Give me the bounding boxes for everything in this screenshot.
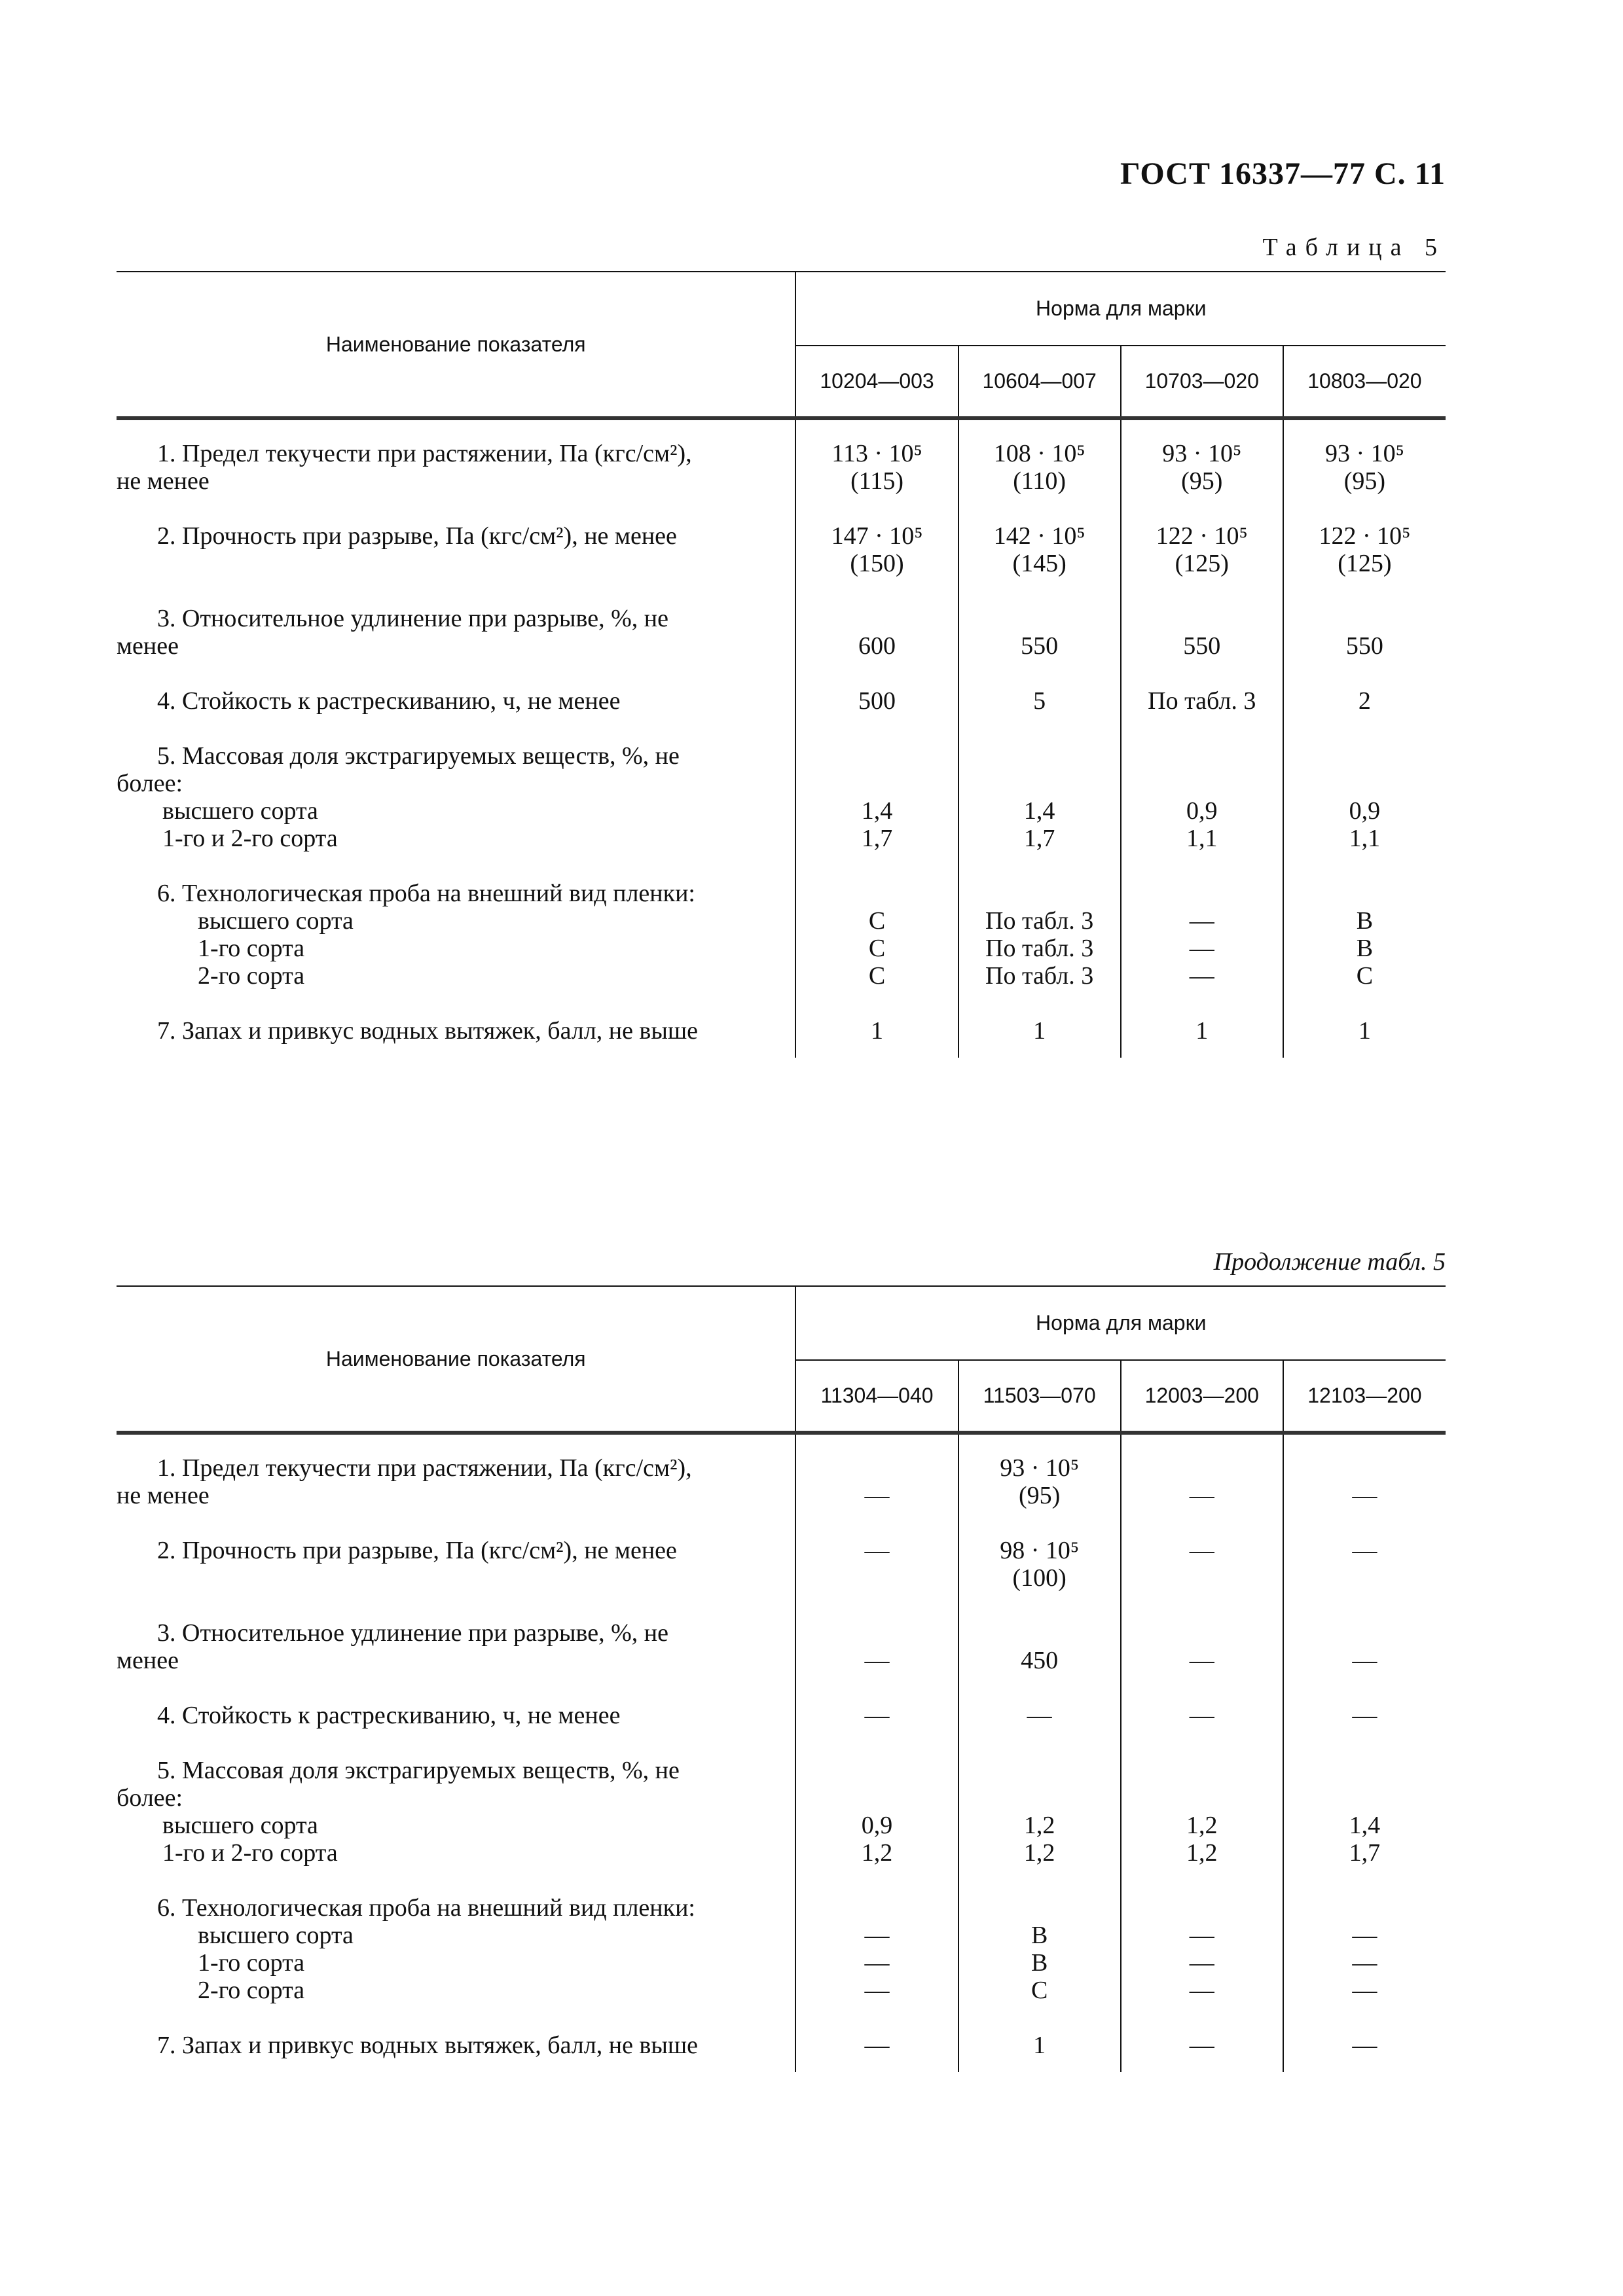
row-label: 4. Стойкость к растрескиванию, ч, не менее bbox=[157, 687, 621, 715]
table-row bbox=[117, 1433, 1446, 1509]
table-cell: — bbox=[958, 1674, 1121, 1729]
column-header-grade: 10803—020 bbox=[1283, 346, 1446, 418]
table-cell: В В С bbox=[958, 1867, 1121, 2004]
table-cell: 98 · 10⁵ (100) bbox=[958, 1509, 1121, 1592]
row-label: 2. Прочность при разрыве, Па (кгс/см²), не менее bbox=[157, 522, 677, 550]
table-cell: 550 bbox=[1121, 577, 1283, 660]
table-cell: 93 · 10⁵ (95) bbox=[958, 1433, 1121, 1509]
column-header-grade: 12103—200 bbox=[1283, 1360, 1446, 1433]
row-label: 7. Запах и привкус водных вытяжек, балл, не выше bbox=[157, 1017, 699, 1045]
table-row bbox=[117, 1867, 1446, 2004]
table-cell: — bbox=[1121, 1509, 1283, 1592]
table-cell: — bbox=[1283, 2004, 1446, 2072]
table-row bbox=[117, 1592, 1446, 1674]
row-label: 3. Относительное удлинение при разрыве, %, не менее bbox=[117, 605, 668, 660]
table-cell: 500 bbox=[795, 660, 958, 715]
table-caption: Продолжение табл. 5 bbox=[1213, 1248, 1446, 1276]
table-cell: 1 bbox=[1283, 990, 1446, 1058]
column-header-grade: 11304—040 bbox=[795, 1360, 958, 1433]
row-label: 5. Массовая доля экстрагируемых веществ, %, не более: высшего сорта 1-го и 2-го сорта bbox=[117, 1757, 680, 1867]
table-cell: 122 · 10⁵ (125) bbox=[1283, 495, 1446, 577]
table-cell: 1,4 1,7 bbox=[1283, 1729, 1446, 1867]
row-label: 1. Предел текучести при растяжении, Па (кгс/см²), не менее bbox=[117, 1433, 795, 1509]
table-cell: По табл. 3 По табл. 3 По табл. 3 bbox=[958, 852, 1121, 990]
table-cell: — bbox=[1121, 2004, 1283, 2072]
table-cell: 1 bbox=[1121, 990, 1283, 1058]
table-cell: — bbox=[1283, 1433, 1446, 1509]
table-cell: — — — bbox=[1283, 1867, 1446, 2004]
table-cell: — — — bbox=[1121, 1867, 1283, 2004]
table-cell: 1,2 1,2 bbox=[958, 1729, 1121, 1867]
table-cell: — bbox=[795, 1674, 958, 1729]
table-cell: 122 · 10⁵ (125) bbox=[1121, 495, 1283, 577]
table-cell: В В С bbox=[1283, 852, 1446, 990]
table-cell: 93 · 10⁵ (95) bbox=[1121, 418, 1283, 495]
table-row bbox=[117, 1729, 1446, 1867]
row-label: 6. Технологическая проба на внешний вид пленки: высшего сорта 1-го сорта 2-го сорта bbox=[157, 880, 695, 990]
table-cell: 1 bbox=[958, 2004, 1121, 2072]
table-cell: 0,9 1,1 bbox=[1283, 715, 1446, 852]
row-label: 1. Предел текучести при растяжении, Па (кгс/см²), не менее bbox=[117, 418, 795, 495]
table-cell: 93 · 10⁵ (95) bbox=[1283, 418, 1446, 495]
table-cell: — bbox=[795, 1433, 958, 1509]
column-group-header: Норма для марки bbox=[795, 272, 1446, 346]
table-cell: 1 bbox=[958, 990, 1121, 1058]
table-cell: 550 bbox=[1283, 577, 1446, 660]
table-row bbox=[117, 852, 1446, 990]
table-cell: По табл. 3 bbox=[1121, 660, 1283, 715]
row-label: 4. Стойкость к растрескиванию, ч, не менее bbox=[157, 1702, 621, 1729]
column-header-name: Наименование показателя bbox=[117, 1286, 795, 1433]
table-row bbox=[117, 1509, 1446, 1592]
table-cell: — bbox=[1283, 1509, 1446, 1592]
table-cell: 142 · 10⁵ (145) bbox=[958, 495, 1121, 577]
page-header: ГОСТ 16337—77 С. 11 bbox=[1120, 156, 1446, 191]
column-group-header: Норма для марки bbox=[795, 1286, 1446, 1360]
table-row bbox=[117, 715, 1446, 852]
table-cell: С С С bbox=[795, 852, 958, 990]
norms-table bbox=[117, 271, 1446, 1058]
table-cell: — bbox=[1121, 1592, 1283, 1674]
table-cell: 450 bbox=[958, 1592, 1121, 1674]
row-label: 2. Прочность при разрыве, Па (кгс/см²), не менее bbox=[157, 1537, 677, 1564]
table-cell: 1,4 1,7 bbox=[958, 715, 1121, 852]
table-cell: 108 · 10⁵ (110) bbox=[958, 418, 1121, 495]
table-cell: — bbox=[795, 1509, 958, 1592]
table-row bbox=[117, 660, 1446, 715]
table-cell: 113 · 10⁵ (115) bbox=[795, 418, 958, 495]
column-header-grade: 12003—200 bbox=[1121, 1360, 1283, 1433]
table-cell: 2 bbox=[1283, 660, 1446, 715]
table-cell: 0,9 1,1 bbox=[1121, 715, 1283, 852]
table-caption: Таблица 5 bbox=[1262, 234, 1446, 261]
table-cell: 550 bbox=[958, 577, 1121, 660]
table-cell: 600 bbox=[795, 577, 958, 660]
row-label: 6. Технологическая проба на внешний вид пленки: высшего сорта 1-го сорта 2-го сорта bbox=[157, 1894, 695, 2004]
column-header-grade: 10703—020 bbox=[1121, 346, 1283, 418]
table-cell: — — — bbox=[1121, 852, 1283, 990]
table-row bbox=[117, 2004, 1446, 2072]
table-cell: 1,2 1,2 bbox=[1121, 1729, 1283, 1867]
table-cell: — bbox=[1283, 1674, 1446, 1729]
table-cell: 1 bbox=[795, 990, 958, 1058]
table-cell: 0,9 1,2 bbox=[795, 1729, 958, 1867]
table-cell: — bbox=[1283, 1592, 1446, 1674]
column-header-grade: 10204—003 bbox=[795, 346, 958, 418]
table-cell: — bbox=[795, 2004, 958, 2072]
table-cell: 5 bbox=[958, 660, 1121, 715]
table-row bbox=[117, 577, 1446, 660]
row-label: 5. Массовая доля экстрагируемых веществ, %, не более: высшего сорта 1-го и 2-го сорта bbox=[117, 742, 680, 852]
column-header-grade: 11503—070 bbox=[958, 1360, 1121, 1433]
table-row bbox=[117, 1674, 1446, 1729]
table-cell: — bbox=[795, 1592, 958, 1674]
norms-table bbox=[117, 1285, 1446, 2072]
row-label: 7. Запах и привкус водных вытяжек, балл, не выше bbox=[157, 2032, 699, 2059]
table-cell: 1,4 1,7 bbox=[795, 715, 958, 852]
table-row bbox=[117, 990, 1446, 1058]
column-header-grade: 10604—007 bbox=[958, 346, 1121, 418]
table-row bbox=[117, 495, 1446, 577]
row-label: 3. Относительное удлинение при разрыве, %, не менее bbox=[117, 1619, 668, 1674]
table-cell: — — — bbox=[795, 1867, 958, 2004]
table-row bbox=[117, 418, 1446, 495]
table-cell: 147 · 10⁵ (150) bbox=[795, 495, 958, 577]
table-cell: — bbox=[1121, 1674, 1283, 1729]
table-cell: — bbox=[1121, 1433, 1283, 1509]
column-header-name: Наименование показателя bbox=[117, 272, 795, 418]
